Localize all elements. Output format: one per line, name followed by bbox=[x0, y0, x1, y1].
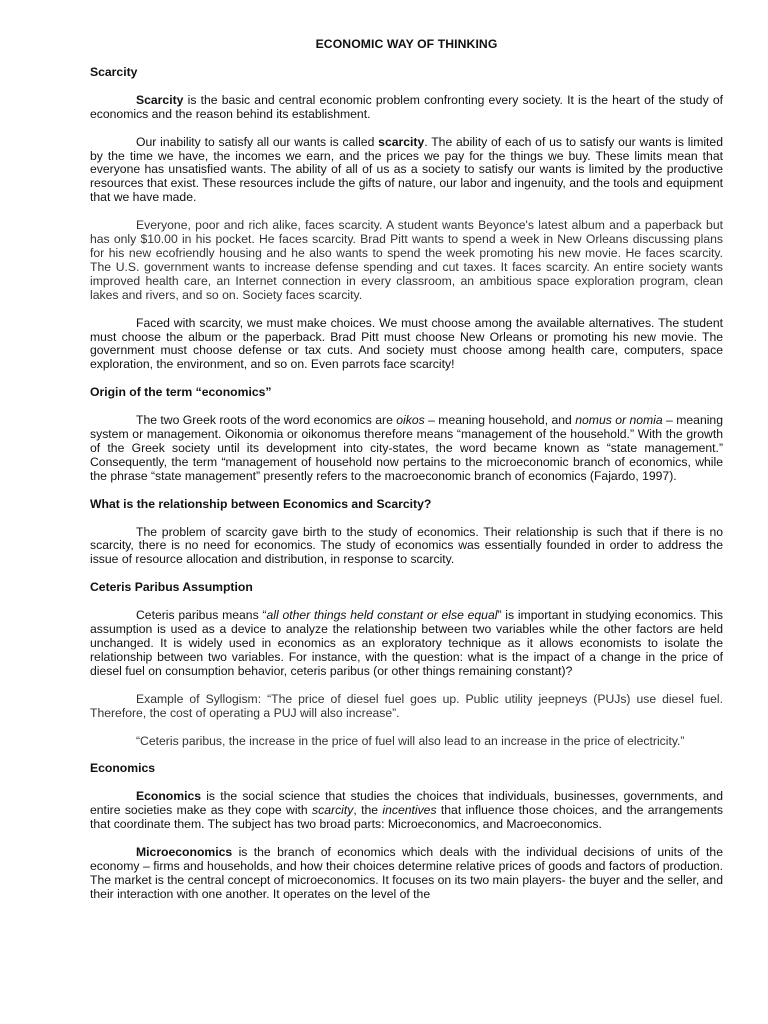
paragraph-text: – meaning system or management. Oikonomia or oikonomus therefore means “management of the household.” With the growth of the Greek society until its development into city-states, the word became known as “state management.” Consequently, the term “management of household now pertains to the microeconomic branch of economics, while the phrase “state management” presently refers to the macroeconomic branch of economics (Fajardo, 1997). bbox=[90, 413, 723, 483]
paragraph-text: – meaning household, and bbox=[424, 413, 576, 428]
heading-ceteris-paribus: Ceteris Paribus Assumption bbox=[90, 580, 253, 595]
paragraph-origin bbox=[90, 414, 723, 484]
term-microeconomics: Microeconomics bbox=[136, 845, 233, 860]
paragraph-syllogism: Example of Syllogism: “The price of diesel fuel goes up. Public utility jeepneys (PUJs) use diesel fuel. Therefore, the cost of operating a PUJ will also increase”. bbox=[90, 691, 723, 720]
heading-scarcity: Scarcity bbox=[90, 64, 138, 79]
paragraph-text: ” is important in studying economics. This assumption is used as a device to analyze the relationship between two variables while the other factors are held unchanged. It is widely used in economics as an exploratory technique as it allows economists to isolate the relationship between two variables. For instance, with the question: what is the impact of a change in the price of diesel fuel on consumption behavior, ceteris paribus (or other things remaining constant)? bbox=[90, 608, 723, 678]
document-page bbox=[90, 38, 723, 916]
paragraph-text: is the basic and central economic problem confronting every society. It is the heart of the study of economics and the reason behind its establishment. bbox=[90, 92, 723, 121]
term-scarcity: scarcity bbox=[378, 134, 425, 149]
paragraph-ceteris-definition bbox=[90, 609, 723, 679]
paragraph-scarcity-definition bbox=[90, 94, 723, 122]
heading-relationship: What is the relationship between Economics and Scarcity? bbox=[90, 496, 432, 511]
paragraph-text: , the bbox=[353, 803, 383, 818]
paragraph-text: is the branch of economics which deals with the individual decisions of units of the economy – firms and households, and how their choices determine relative prices of goods and factors of production. The market is the central concept of microeconomics. It focuses on its two main players- the buyer and the seller, and their interaction with one another. It operates on the level of the bbox=[90, 845, 723, 901]
heading-origin: Origin of the term “economics” bbox=[90, 385, 272, 400]
term-scarcity: Scarcity bbox=[136, 92, 184, 107]
paragraph-economics-definition bbox=[90, 790, 723, 832]
paragraph-microeconomics bbox=[90, 846, 723, 902]
term-oikos: oikos bbox=[396, 413, 425, 428]
term-scarcity-italic: scarcity bbox=[312, 803, 354, 818]
paragraph-text: Ceteris paribus means “ bbox=[136, 608, 267, 623]
paragraph-scarcity-examples: Everyone, poor and rich alike, faces scarcity. A student wants Beyonce's latest album and a paperback but has only $10.00 in his pocket. He faces scarcity. Brad Pitt wants to spend a week in New Orleans discussing plans for his new ecofriendly housing and he also wants to spend the week promoting his new movie. He faces scarcity. The U.S. government wants to increase defense spending and cut taxes. It faces scarcity. An entire society wants improved health care, an Internet connection in every classroom, an ambitious space exploration program, clean lakes and rivers, and so on. Society faces scarcity. bbox=[90, 218, 723, 302]
term-economics: Economics bbox=[136, 789, 202, 804]
term-nomus: nomus or nomia bbox=[575, 413, 663, 428]
document-title: ECONOMIC WAY OF THINKING bbox=[315, 37, 498, 51]
paragraph-text: The two Greek roots of the word economics are bbox=[136, 413, 397, 428]
paragraph-scarcity-wants bbox=[90, 136, 723, 206]
term-incentives: incentives bbox=[382, 803, 437, 818]
emphasis-text: all other things held constant or else equal bbox=[266, 608, 498, 623]
paragraph-text: is the social science that studies the choices that individuals, businesses, governments, and entire societies make as they cope with bbox=[90, 789, 723, 818]
paragraph-text: . The ability of each of us to satisfy our wants is limited by the time we have, the incomes we earn, and the prices we pay for the things we buy. These limits mean that everyone has unsatisfied wants. The ability of all of us as a society to satisfy our wants is limited by the productive resources that exist. These resources include the gifts of nature, our labor and ingenuity, and the tools and equipment that we have made. bbox=[90, 134, 724, 205]
paragraph-scarcity-choices: Faced with scarcity, we must make choices. We must choose among the available alternatives. The student must choose the album or the paperback. Brad Pitt must choose New Orleans or promoting his new movie. The government must choose defense or tax cuts. And society must choose among health care, computers, space exploration, the environment, and so on. Even parrots face scarcity! bbox=[90, 315, 723, 372]
paragraph-ceteris-quote: “Ceteris paribus, the increase in the price of fuel will also lead to an increase in the price of electricity.” bbox=[136, 733, 685, 748]
paragraph-text: Our inability to satisfy all our wants is called bbox=[136, 134, 379, 149]
heading-economics: Economics bbox=[90, 761, 156, 776]
paragraph-relationship: The problem of scarcity gave birth to the study of economics. Their relationship is such that if there is no scarcity, there is no need for economics. The study of economics was essentially founded in order to address the issue of resource allocation and distribution, in response to scarcity. bbox=[90, 524, 723, 567]
paragraph-text: that influence those choices, and the arrangements that coordinate them. The subject has two broad parts: Microeconomics, and Macroeconomics. bbox=[90, 803, 723, 832]
